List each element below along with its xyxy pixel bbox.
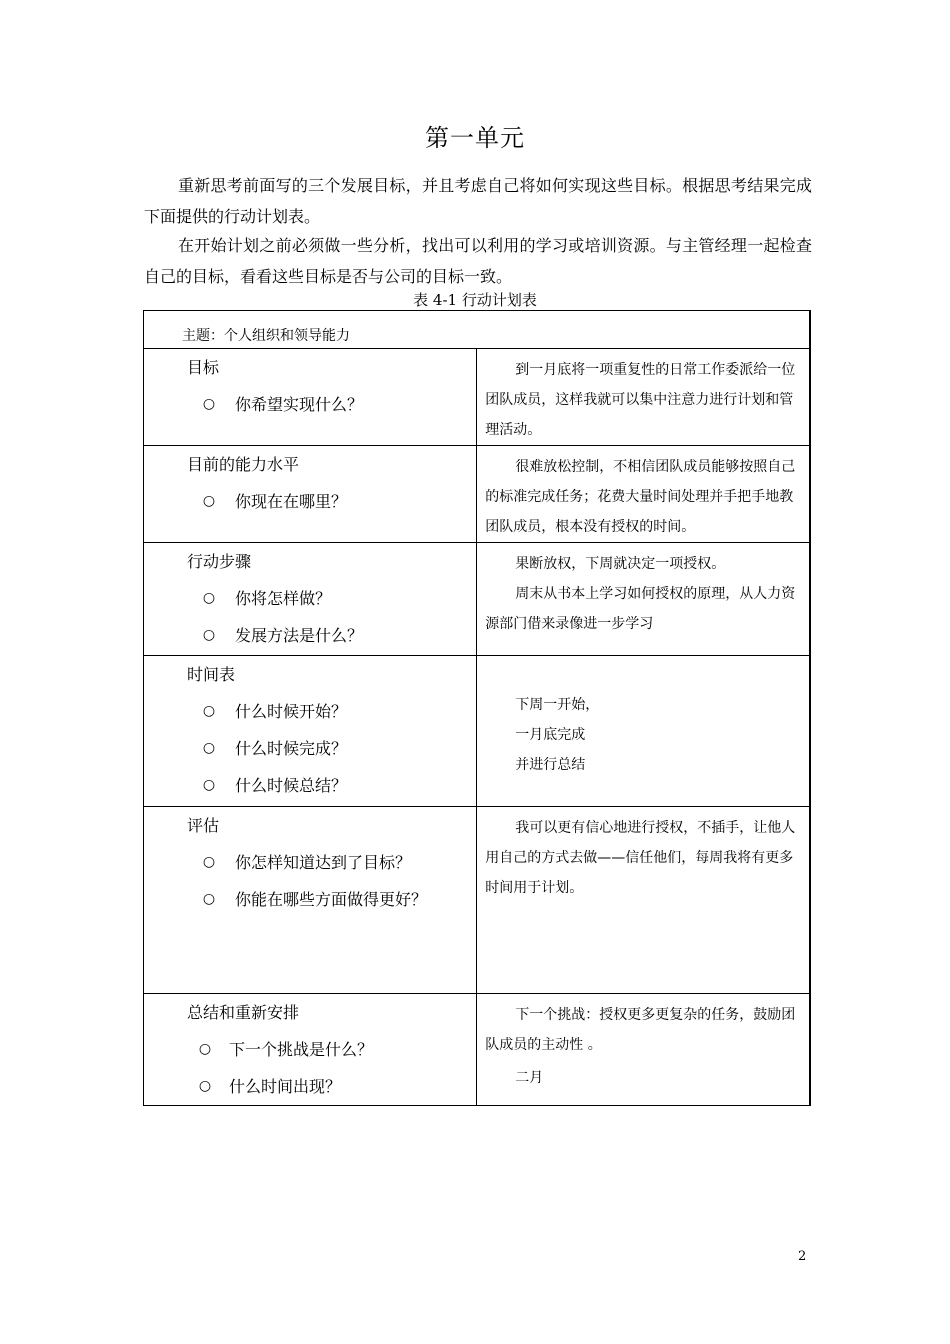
question-text: 什么时间出现？: [229, 1077, 342, 1096]
question-text: 什么时候完成？: [235, 739, 348, 758]
question-text: 发展方法是什么？: [235, 626, 364, 645]
answer-text: 周末从书本上学习如何授权的原理，从人力资源部门借来录像进一步学习: [485, 586, 796, 632]
row-question-cell: [144, 349, 477, 446]
answer-text: 果断放权，下周就决定一项授权。: [515, 556, 726, 572]
question-text: 你怎样知道达到了目标？: [235, 853, 412, 872]
question-text: 你能在哪些方面做得更好？: [235, 890, 428, 909]
row-heading: 评估: [187, 816, 220, 835]
row-question-cell: [144, 543, 477, 656]
table-subject-cell: [144, 311, 811, 349]
circle-bullet-icon: ○: [202, 854, 216, 870]
circle-bullet-icon: ○: [198, 1041, 212, 1057]
answer-line: 二月: [515, 1070, 544, 1086]
circle-bullet-icon: ○: [202, 493, 216, 509]
circle-bullet-icon: ○: [202, 627, 216, 643]
circle-bullet-icon: ○: [202, 396, 216, 412]
question-text: 下一个挑战是什么？: [229, 1040, 374, 1059]
question-item: [144, 730, 476, 767]
table-row: [144, 349, 811, 446]
row-answer-cell: [477, 807, 810, 994]
row-answer-cell: [477, 994, 810, 1106]
question-text: 什么时候总结？: [235, 776, 348, 795]
row-heading: 目标: [187, 358, 220, 377]
row-question-cell: [144, 446, 477, 543]
question-item: [144, 1068, 476, 1105]
action-plan-table: [143, 310, 811, 1106]
row-heading: 总结和重新安排: [187, 1003, 300, 1022]
row-answer-cell: [477, 349, 810, 446]
row-answer-cell: [477, 656, 810, 807]
question-item: [144, 386, 476, 423]
page-number: 2: [798, 1249, 807, 1264]
circle-bullet-icon: ○: [202, 703, 216, 719]
page-title: 第一单元: [425, 124, 525, 152]
answer-text: 很难放松控制，不相信团队成员能够按照自己的标准完成任务；花费大量时间处理并手把手地教团队成员，根本没有授权的时间。: [485, 459, 796, 535]
row-answer-cell: [477, 543, 810, 656]
row-question-cell: [144, 656, 477, 807]
answer-text: 到一月底将一项重复性的日常工作委派给一位团队成员，这样我就可以集中注意力进行计划和管理活动。: [485, 362, 796, 438]
table-row: [144, 994, 811, 1106]
question-item: [144, 881, 476, 918]
table-row: [144, 807, 811, 994]
table-subject: 主题：个人组织和领导能力: [182, 328, 350, 344]
question-text: 你希望实现什么？: [235, 395, 364, 414]
table-row: [144, 446, 811, 543]
row-answer-cell: [477, 446, 810, 543]
circle-bullet-icon: ○: [202, 590, 216, 606]
answer-line: 下周一开始，: [515, 697, 600, 713]
question-item: [144, 617, 476, 654]
row-heading: 行动步骤: [187, 552, 252, 571]
circle-bullet-icon: ○: [202, 777, 216, 793]
question-text: 什么时候开始？: [235, 702, 348, 721]
row-question-cell: [144, 994, 477, 1106]
question-item: [144, 767, 476, 804]
question-text: 你将怎样做？: [235, 589, 332, 608]
question-item: [144, 1031, 476, 1068]
intro-paragraph-1: 重新思考前面写的三个发展目标，并且考虑自己将如何实现这些目标。根据思考结果完成下面提供的行动计划表。: [144, 176, 812, 226]
row-question-cell: [144, 807, 477, 994]
answer-text: 我可以更有信心地进行授权，不插手，让他人用自己的方式去做——信任他们，每周我将有更多时间用于计划。: [485, 820, 796, 896]
row-heading: 时间表: [187, 665, 236, 684]
question-item: [144, 580, 476, 617]
question-item: [144, 844, 476, 881]
row-heading: 目前的能力水平: [187, 455, 300, 474]
circle-bullet-icon: ○: [202, 740, 216, 756]
question-text: 你现在在哪里？: [235, 492, 348, 511]
question-item: [144, 483, 476, 520]
answer-text: 下一个挑战：授权更多更复杂的任务，鼓励团队成员的主动性 。: [485, 1007, 796, 1053]
intro-paragraph-2: 在开始计划之前必须做一些分析，找出可以利用的学习或培训资源。与主管经理一起检查自己的目标，看看这些目标是否与公司的目标一致。: [144, 236, 812, 286]
table-row: [144, 543, 811, 656]
circle-bullet-icon: ○: [198, 1078, 212, 1094]
circle-bullet-icon: ○: [202, 891, 216, 907]
answer-line: 一月底完成: [515, 727, 586, 743]
table-caption: 表 4-1 行动计划表: [413, 291, 537, 309]
question-item: [144, 693, 476, 730]
table-row: [144, 656, 811, 807]
answer-line: 并进行总结: [515, 757, 586, 773]
